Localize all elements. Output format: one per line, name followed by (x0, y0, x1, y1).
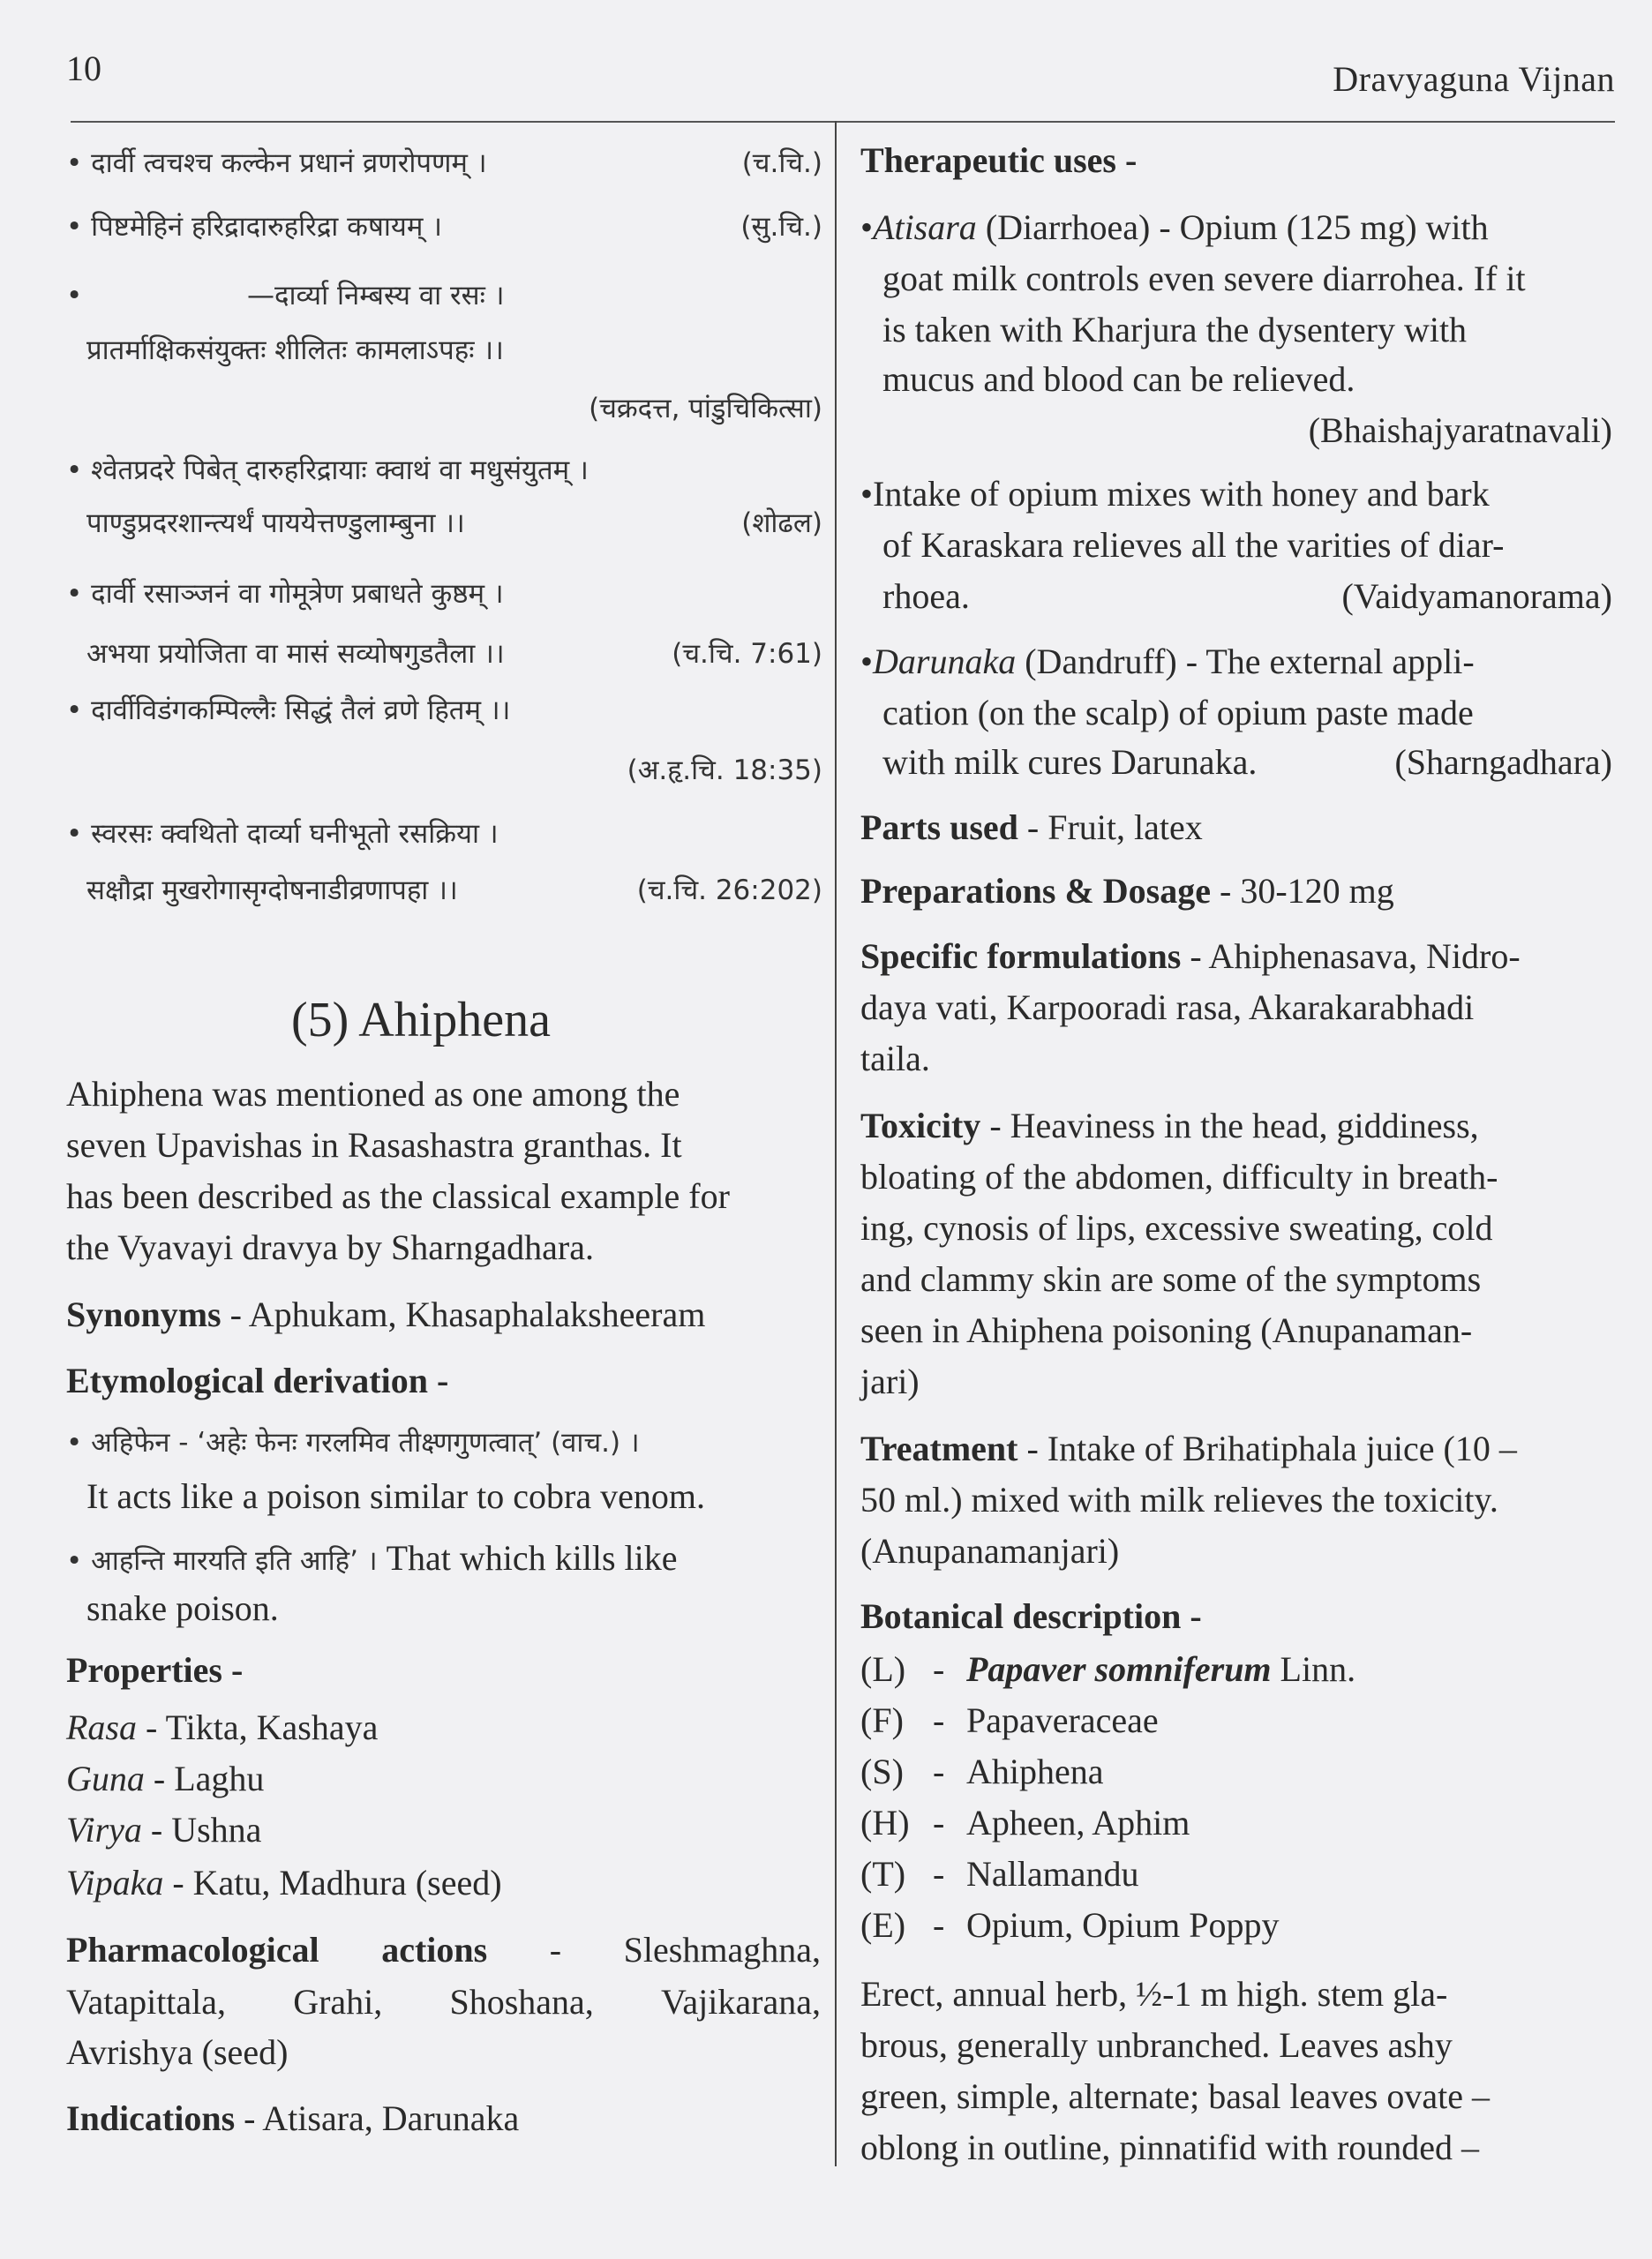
verse-line: • दार्वी रसाञ्जनं वा गोमूत्रेण प्रबाधते कुष्ठम् । (66, 578, 504, 610)
therapeutic-line: of Karaskara relieves all the varities of diar- (882, 525, 1505, 565)
botanical-name-row (860, 1754, 1104, 1790)
verse-line: • स्वरसः क्वथितो दार्व्या घनीभूतो रसक्रिया । (66, 818, 499, 850)
verse-ref: (शोढल) (741, 507, 822, 539)
etymology-label: Etymological derivation - (66, 1361, 449, 1400)
parts-used-value: - Fruit, latex (1017, 807, 1203, 847)
therapeutic-line: goat milk controls even severe diarrohea. If it (882, 259, 1526, 298)
toxicity-label: Toxicity (860, 1106, 981, 1145)
properties-label: Properties - (66, 1650, 244, 1690)
therapeutic-ref: (Bhaishajyaratnavali) (1308, 410, 1612, 450)
property-key: Vipaka (66, 1863, 164, 1903)
therapeutic-line: Intake of opium mixes with honey and bark (873, 474, 1490, 514)
pharmacological-value: Avrishya (seed) (66, 2032, 289, 2072)
therapeutic-line: cation (on the scalp) of opium paste made (882, 693, 1474, 732)
indications-value: - Atisara, Darunaka (235, 2098, 520, 2138)
treatment-label: Treatment (860, 1429, 1018, 1468)
synonyms-row (66, 1297, 705, 1332)
dosage-value: - 30-120 mg (1211, 871, 1394, 911)
verse-ref: (चक्रदत्त, पांडुचिकित्सा) (589, 393, 822, 424)
botanical-sep: - (933, 1854, 945, 1894)
botanical-code: (T) (860, 1854, 906, 1894)
treatment-value: - Intake of Brihatiphala juice (10 – (1017, 1429, 1517, 1468)
bullet-icon: • (860, 474, 874, 514)
etymology-sanskrit: • अहिफेन - ‘अहेः फेनः गरलमिव तीक्ष्णगुणत्वात्’ (वाच.) । (66, 1427, 640, 1459)
dosage-label: Preparations & Dosage (860, 871, 1211, 911)
verse-line: सक्षौद्रा मुखरोगासृग्दोषनाडीव्रणापहा ।। (86, 874, 458, 906)
verse-line: • पिष्टमेहिनं हरिद्रादारुहरिद्रा कषायम् । (66, 211, 443, 243)
verse-line: • दार्वीविडंगकम्पिल्लैः सिद्धं तैलं व्रणे हितम् ।। (66, 694, 511, 726)
verse-line: अभया प्रयोजिता वा मासं सव्योषगुडतैला ।। (86, 638, 505, 670)
etymology-english: It acts like a poison similar to cobra venom. (86, 1476, 705, 1516)
therapeutic-item (860, 644, 1475, 679)
botanical-sep: - (933, 1649, 945, 1689)
dosage-row (860, 871, 1394, 911)
property-value: - Ushna (141, 1810, 262, 1850)
intro-line: the Vyavayi dravya by Sharngadhara. (66, 1227, 594, 1267)
pharmacological-value: Grahi, (293, 1982, 383, 2022)
formulations-value: - Ahiphenasava, Nidro- (1181, 936, 1521, 976)
property-row (66, 1707, 379, 1747)
botanical-name-row (860, 1905, 1280, 1945)
botanical-latin: Papaver somniferum (966, 1649, 1272, 1689)
pharmacological-value: Shoshana, (449, 1982, 594, 2022)
intro-line: has been described as the classical example for (66, 1176, 730, 1216)
botanical-value: Nallamandu (966, 1854, 1139, 1894)
therapeutic-line: with milk cures Darunaka. (882, 742, 1258, 782)
botanical-label: Botanical description - (860, 1596, 1202, 1636)
therapeutic-ref: (Vaidyamanorama) (1341, 576, 1612, 616)
toxicity-row (860, 1108, 1479, 1144)
botanical-name-row (860, 1649, 1356, 1689)
parts-used-label: Parts used (860, 807, 1018, 847)
bullet-icon: • (860, 642, 874, 681)
botanical-name-row (860, 1854, 1139, 1894)
property-value: - Laghu (144, 1759, 265, 1798)
botanical-code: (S) (860, 1752, 904, 1791)
property-key: Virya (66, 1810, 142, 1850)
property-row (66, 1865, 502, 1901)
botanical-description-line: green, simple, alternate; basal leaves ovate – (860, 2076, 1491, 2116)
toxicity-value: seen in Ahiphena poisoning (Anupanaman- (860, 1310, 1473, 1350)
formulations-value: daya vati, Karpooradi rasa, Akarakarabhadi (860, 987, 1475, 1027)
property-key: Rasa (66, 1707, 137, 1747)
etymology-sanskrit: • आहन्ति मारयति इति आहि’ । (66, 1545, 378, 1577)
botanical-sep: - (933, 1700, 945, 1740)
verse-line: • दार्वी त्वचश्च कल्केन प्रधानं व्रणरोपणम् । (66, 147, 487, 179)
therapeutic-line: (Dandruff) - The external appli- (1016, 642, 1475, 681)
section-title: (5) Ahiphena (291, 993, 551, 1047)
therapeutic-term: Darunaka (873, 642, 1017, 681)
therapeutic-line: mucus and blood can be relieved. (882, 359, 1355, 399)
etymology-english: snake poison. (86, 1588, 279, 1628)
therapeutic-term: Atisara (873, 207, 977, 247)
header-rule (71, 121, 1615, 123)
intro-line: Ahiphena was mentioned as one among the (66, 1074, 680, 1114)
formulations-label: Specific formulations (860, 936, 1182, 976)
pharmacological-value: Vajikarana, (660, 1982, 821, 2022)
botanical-code: (H) (860, 1803, 910, 1842)
pharmacological-value: Vatapittala, (66, 1982, 227, 2022)
synonyms-label: Synonyms (66, 1295, 222, 1334)
pharmacological-dash: - (549, 1930, 562, 1970)
synonyms-value: - Aphukam, Khasaphalaksheeram (221, 1295, 706, 1334)
verse-ref: (अ.हृ.चि. 18:35) (627, 754, 822, 786)
verse-ref: (च.चि.) (741, 147, 822, 179)
property-value: - Tikta, Kashaya (137, 1707, 379, 1747)
bullet-icon: • (860, 207, 874, 247)
botanical-value: Opium, Opium Poppy (966, 1905, 1280, 1945)
column-divider (835, 121, 837, 2166)
toxicity-value: bloating of the abdomen, difficulty in breath- (860, 1157, 1498, 1197)
property-value: - Katu, Madhura (seed) (163, 1863, 502, 1903)
indications-row (66, 2098, 520, 2138)
botanical-value: Linn. (1271, 1649, 1356, 1689)
toxicity-value: jari) (860, 1362, 920, 1401)
treatment-value: (Anupanamanjari) (860, 1531, 1120, 1571)
verse-ref: (च.चि. 7:61) (672, 638, 822, 670)
botanical-code: (F) (860, 1700, 904, 1740)
botanical-value: Papaveraceae (966, 1700, 1159, 1740)
botanical-value: Apheen, Aphim (966, 1803, 1190, 1842)
indications-label: Indications (66, 2098, 236, 2138)
etymology-english: That which kills like (377, 1538, 678, 1578)
toxicity-value: - Heaviness in the head, giddiness, (980, 1106, 1479, 1145)
verse-line: प्रातर्माक्षिकसंयुक्तः शीलितः कामलाऽपहः ।। (86, 334, 504, 366)
therapeutic-item (860, 474, 1490, 514)
bullet-icon: • (66, 280, 83, 311)
pharmacological-row (66, 1930, 821, 1970)
botanical-code: (L) (860, 1649, 906, 1689)
pharmacological-label: Pharmacological (66, 1930, 319, 1970)
therapeutic-ref: (Sharngadhara) (1394, 742, 1612, 782)
botanical-description-line: brous, generally unbranched. Leaves ashy (860, 2025, 1453, 2065)
botanical-name-row (860, 1805, 1190, 1841)
botanical-sep: - (933, 1905, 945, 1945)
pharmacological-value: Sleshmaghna, (623, 1930, 821, 1970)
botanical-description-line: oblong in outline, pinnatifid with rounded – (860, 2128, 1480, 2167)
etymology-row (66, 1538, 678, 1578)
property-key: Guna (66, 1759, 145, 1798)
pharmacological-label-2: actions (381, 1930, 488, 1970)
botanical-description-line: Erect, annual herb, ½-1 m high. stem gla- (860, 1974, 1448, 2014)
parts-used-row (860, 807, 1203, 847)
page-number: 10 (66, 49, 101, 88)
formulations-row (860, 936, 1521, 976)
botanical-name-row (860, 1700, 1159, 1740)
botanical-code: (E) (860, 1905, 906, 1945)
botanical-sep: - (933, 1752, 945, 1791)
verse-ref: (सु.चि.) (740, 211, 822, 243)
therapeutic-line: (Diarrhoea) - Opium (125 mg) with (976, 207, 1489, 247)
botanical-sep: - (933, 1803, 945, 1842)
therapeutic-label: Therapeutic uses - (860, 140, 1138, 180)
running-title: Dravyaguna Vijnan (1333, 59, 1615, 99)
verse-ref: (च.चि. 26:202) (636, 874, 822, 906)
property-row (66, 1761, 264, 1797)
verse-line: पाण्डुप्रदरशान्त्यर्थं पाययेत्तण्डुलाम्बुना ।। (86, 507, 465, 539)
formulations-value: taila. (860, 1039, 930, 1078)
therapeutic-line: is taken with Kharjura the dysentery with (882, 310, 1468, 349)
intro-line: seven Upavishas in Rasashastra granthas. It (66, 1125, 682, 1165)
treatment-row (860, 1431, 1517, 1467)
pharmacological-row (66, 1982, 821, 2022)
therapeutic-line: rhoea. (882, 576, 970, 616)
treatment-value: 50 ml.) mixed with milk relieves the toxicity. (860, 1480, 1498, 1520)
verse-line: —दार्व्या निम्बस्य वा रसः । (247, 280, 505, 311)
toxicity-value: and clammy skin are some of the symptoms (860, 1259, 1482, 1299)
property-row (66, 1812, 261, 1848)
botanical-value: Ahiphena (966, 1752, 1104, 1791)
toxicity-value: ing, cynosis of lips, excessive sweating, cold (860, 1208, 1493, 1248)
verse-line: • श्वेतप्रदरे पिबेत् दारुहरिद्रायाः क्वाथं वा मधुसंयुतम् । (66, 454, 589, 486)
therapeutic-item (860, 207, 1489, 247)
